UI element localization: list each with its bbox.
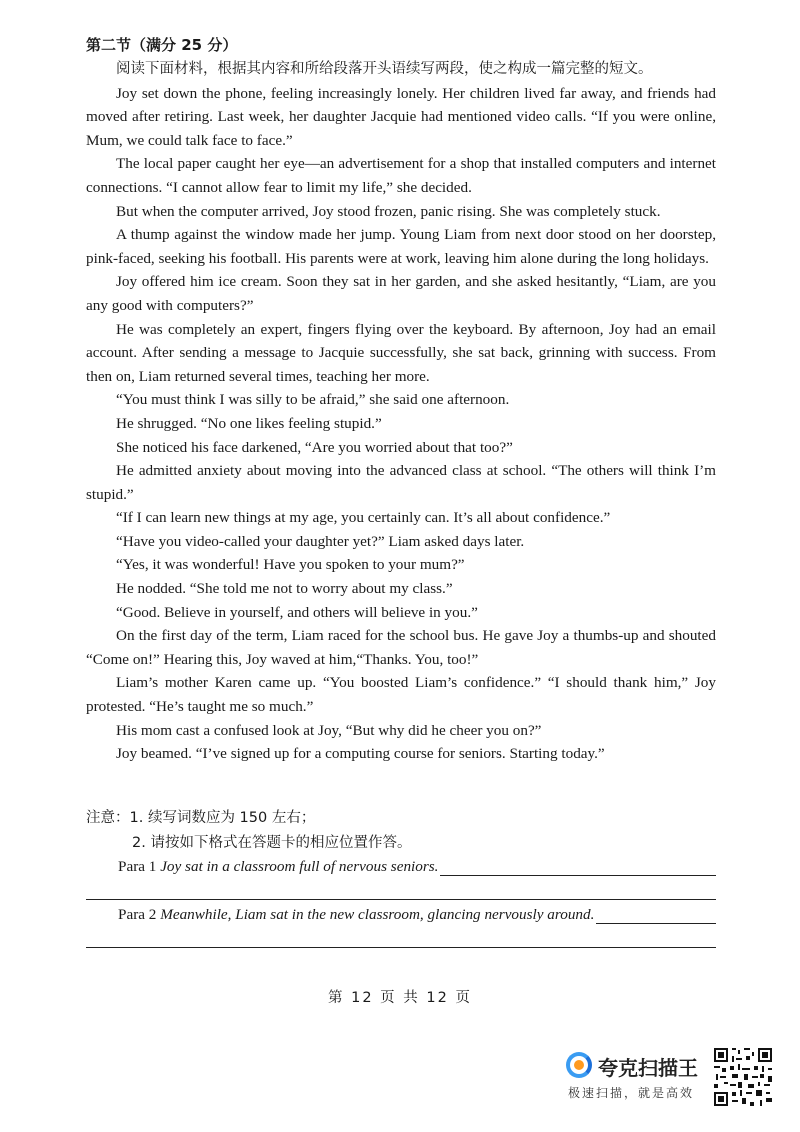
- story-paragraph: “Have you video-called your daughter yet?” Liam asked days later.: [116, 532, 525, 550]
- answer-line[interactable]: [86, 899, 716, 900]
- story-paragraph: He nodded. “She told me not to worry about my class.”: [116, 580, 453, 598]
- story-paragraph: He shrugged. “No one likes feeling stupid.”: [116, 414, 382, 432]
- para2-answer-line[interactable]: [596, 907, 716, 924]
- story-paragraph: “Good. Believe in yourself, and others will believe in you.”: [116, 603, 478, 621]
- story-paragraph: The local paper caught her eye—an advertisement for a shop that installed computers and internet connections. “I cannot allow fear to limit my life,” she decided.: [86, 155, 716, 196]
- notes-block: [86, 806, 716, 856]
- note-item-1: 注意：1. 续写词数应为 150 左右；: [86, 810, 316, 826]
- story-paragraph: He admitted anxiety about moving into the advanced class at school. “The others will think I’m stupid.”: [86, 462, 716, 503]
- story-paragraph: He was completely an expert, fingers flying over the keyboard. By afternoon, Joy had an email account. After sending a message to Jacquie successfully, she sat back, grinning with success. From then on, Liam returned several times, teaching her more.: [86, 320, 716, 385]
- watermark-brand: 夸克扫描王: [598, 1056, 698, 1080]
- answer-line[interactable]: [86, 947, 716, 948]
- para1-answer-line[interactable]: [440, 859, 716, 876]
- para2-prompt: Para 2 Meanwhile, Liam sat in the new classroom, glancing nervously around.: [118, 906, 716, 924]
- story-paragraph: But when the computer arrived, Joy stood frozen, panic rising. She was completely stuck.: [116, 202, 661, 220]
- scanner-watermark: [566, 1046, 776, 1110]
- story-paragraph: A thump against the window made her jump. Young Liam from next door stood on her doorstep, pink-faced, seeking his football. His parents were at work, leaving him alone during the long holidays.: [86, 226, 716, 267]
- story-paragraph: Joy offered him ice cream. Soon they sat in her garden, and she asked hesitantly, “Liam, are you any good with computers?”: [86, 273, 716, 314]
- story-paragraph: “If I can learn new things at my age, you certainly can. It’s all about confidence.”: [116, 509, 611, 527]
- para2-opening: Meanwhile, Liam sat in the new classroom, glancing nervously around.: [160, 906, 595, 923]
- page-number: 第 12 页 共 12 页: [328, 990, 472, 1006]
- instruction-paragraph: 阅读下面材料，根据其内容和所给段落开头语续写两段，使之构成一篇完整的短文。: [116, 61, 653, 77]
- story-paragraph: She noticed his face darkened, “Are you worried about that too?”: [116, 438, 513, 456]
- story-paragraph: “Yes, it was wonderful! Have you spoken to your mum?”: [116, 556, 465, 574]
- story-paragraph: Joy set down the phone, feeling increasingly lonely. Her children lived far away, and friends had moved after retiring. Last week, her daughter Jacquie had mentioned video calls. “If you were online, Mum, we could talk face to face.”: [86, 84, 716, 149]
- story-paragraph: “You must think I was silly to be afraid,” she said one afternoon.: [116, 391, 510, 409]
- notes-label: 注意：: [86, 810, 130, 826]
- reading-passage: [86, 58, 716, 766]
- para1-opening: Joy sat in a classroom full of nervous seniors.: [160, 858, 439, 875]
- story-paragraph: Liam’s mother Karen came up. “You boosted Liam’s confidence.” “I should thank him,” Joy protested. “He’s taught me so much.”: [86, 674, 716, 716]
- qr-code-icon: [712, 1046, 774, 1108]
- note-item-2: 2. 请按如下格式在答题卡的相应位置作答。: [132, 835, 412, 851]
- story-paragraph: Joy beamed. “I’ve signed up for a computing course for seniors. Starting today.”: [116, 745, 605, 763]
- quark-logo-icon: [566, 1052, 592, 1078]
- story-paragraph: On the first day of the term, Liam raced for the school bus. He gave Joy a thumbs-up and shouted “Come on!” Hearing this, Joy waved at him,“Thanks. You, too!”: [86, 627, 716, 668]
- watermark-tagline: 极速扫描，就是高效: [568, 1086, 695, 1100]
- story-paragraph: His mom cast a confused look at Joy, “But why did he cheer you on?”: [116, 721, 542, 739]
- section-title: 第二节（满分 25 分）: [86, 36, 238, 54]
- para1-prompt: Para 1 Joy sat in a classroom full of nervous seniors.: [118, 858, 716, 876]
